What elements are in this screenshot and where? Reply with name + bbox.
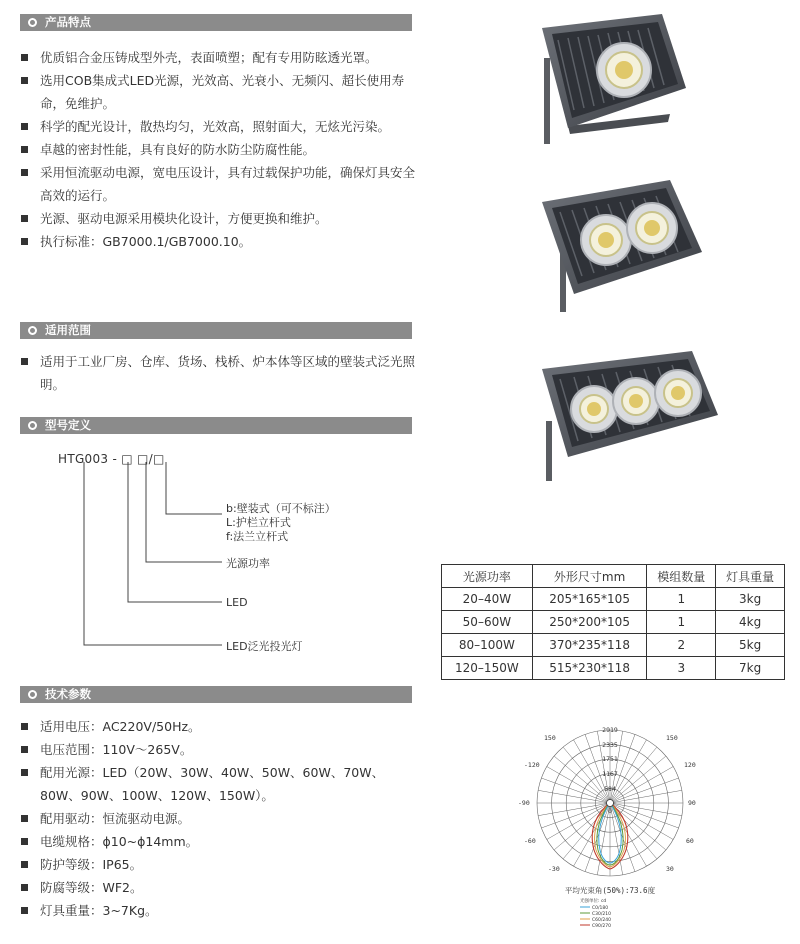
table-cell: 3kg: [716, 588, 785, 611]
table-header-row: [442, 565, 785, 588]
list-item: 卓越的密封性能，具有良好的防水防尘防腐性能。: [20, 138, 415, 161]
table-cell: 2: [647, 634, 716, 657]
list-item: 适用电压：AC220V/50Hz。: [20, 715, 415, 738]
legend-entry: C30/210: [592, 912, 611, 917]
zero-label: 0: [608, 807, 612, 815]
angle-label: 60: [686, 837, 694, 845]
table-cell: 205*165*105: [532, 588, 647, 611]
table-cell: 3: [647, 657, 716, 680]
angle-label: 30: [666, 865, 674, 873]
legend-entry: C60/240: [592, 918, 611, 923]
angle-label: 150: [544, 734, 556, 742]
column-header: 光源功率: [442, 565, 533, 588]
table-cell: 20–40W: [442, 588, 533, 611]
angle-label: -30: [548, 865, 560, 873]
mount-option-l: L:护栏立杆式: [226, 516, 291, 529]
polar-center: [607, 800, 614, 807]
square-bullet-icon: [21, 907, 28, 914]
table-cell: 1: [647, 611, 716, 634]
angle-label: 90: [688, 799, 696, 807]
angle-label: 150: [666, 734, 678, 742]
model-code: HTG003 - □ □/□: [58, 452, 165, 466]
list-item: 防护等级：IP65。: [20, 853, 415, 876]
legend-entry: C90/270: [592, 924, 611, 929]
square-bullet-icon: [21, 769, 28, 776]
column-header: 灯具重量: [716, 565, 785, 588]
tech-list: [20, 715, 415, 922]
model-diagram-lines: [0, 0, 420, 660]
legend-entry: C0/180: [592, 906, 609, 911]
list-item: 配用驱动：恒流驱动电源。: [20, 807, 415, 830]
table-row: [442, 588, 785, 611]
square-bullet-icon: [21, 861, 28, 868]
product-name-label: LED泛光投光灯: [226, 640, 303, 653]
list-item: 采用恒流驱动电源，宽电压设计，具有过载保护功能，确保灯具安全高效的运行。: [20, 161, 415, 207]
section-header-tech: [20, 686, 412, 703]
angle-label: 120: [684, 761, 696, 769]
circle-bullet-icon: [28, 690, 37, 699]
power-label: 光源功率: [226, 557, 270, 570]
mount-option-b: b:壁装式（可不标注）: [226, 502, 336, 515]
list-item: 配用光源：LED（20W、30W、40W、50W、60W、70W、80W、90W、100W、120W、150W）。: [20, 761, 415, 807]
table-cell: 1: [647, 588, 716, 611]
angle-label: -120: [524, 761, 540, 769]
radial-label: 2919: [602, 726, 618, 734]
list-item: 灯具重量：3~7Kg。: [20, 899, 415, 922]
radial-label: 1167: [602, 770, 618, 778]
table-cell: 80–100W: [442, 634, 533, 657]
floodlight-1-module-image: [528, 10, 698, 150]
square-bullet-icon: [21, 838, 28, 845]
section-title: 适用范围: [45, 323, 91, 337]
square-bullet-icon: [21, 723, 28, 730]
radial-label: 584: [604, 785, 616, 793]
section-title: 型号定义: [45, 418, 91, 432]
table-row: [442, 611, 785, 634]
beam-angle-caption: 平均光束角(50%):73.6度: [564, 886, 656, 895]
column-header: 外形尺寸mm: [532, 565, 647, 588]
table-cell: 120–150W: [442, 657, 533, 680]
led-label: LED: [226, 596, 248, 609]
radial-label: 1751: [602, 755, 618, 763]
square-bullet-icon: [21, 884, 28, 891]
table-cell: 250*200*105: [532, 611, 647, 634]
table-row: [442, 657, 785, 680]
list-item: 优质铝合金压铸成型外壳，表面喷塑；配有专用防眩透光罩。: [20, 46, 415, 69]
column-header: 模组数量: [647, 565, 716, 588]
list-item: 电压范围：110V～265V。: [20, 738, 415, 761]
table-cell: 4kg: [716, 611, 785, 634]
list-item: 电缆规格：ϕ10~ϕ14mm。: [20, 830, 415, 853]
mount-option-f: f:法兰立杆式: [226, 530, 289, 543]
radial-label: 2335: [602, 741, 618, 749]
list-item: 光源、驱动电源采用模块化设计，方便更换和维护。: [20, 207, 415, 230]
table-cell: 515*230*118: [532, 657, 647, 680]
light-distribution-diagram: [510, 720, 710, 935]
spec-table: [441, 564, 785, 680]
table-row: [442, 634, 785, 657]
list-item: 科学的配光设计，散热均匀，光效高，照射面大，无炫光污染。: [20, 115, 415, 138]
list-item: 选用COB集成式LED光源，光效高、光衰小、无频闪、超长使用寿命，免维护。: [20, 69, 415, 115]
angle-label: -90: [518, 799, 530, 807]
square-bullet-icon: [21, 815, 28, 822]
list-item: 执行标准：GB7000.1/GB7000.10。: [20, 230, 415, 253]
list-item: 适用于工业厂房、仓库、货场、栈桥、炉本体等区域的壁装式泛光照明。: [20, 350, 415, 396]
floodlight-3-module-image: [530, 345, 730, 485]
section-title: 技术参数: [45, 687, 91, 701]
table-cell: 5kg: [716, 634, 785, 657]
floodlight-2-module-image: [530, 172, 710, 314]
square-bullet-icon: [21, 746, 28, 753]
table-cell: 370*235*118: [532, 634, 647, 657]
legend-title: 光强单位: cd: [580, 899, 607, 904]
table-cell: 7kg: [716, 657, 785, 680]
table-cell: 50–60W: [442, 611, 533, 634]
section-title: 产品特点: [45, 15, 91, 29]
list-item: 防腐等级：WF2。: [20, 876, 415, 899]
angle-label: -60: [524, 837, 536, 845]
